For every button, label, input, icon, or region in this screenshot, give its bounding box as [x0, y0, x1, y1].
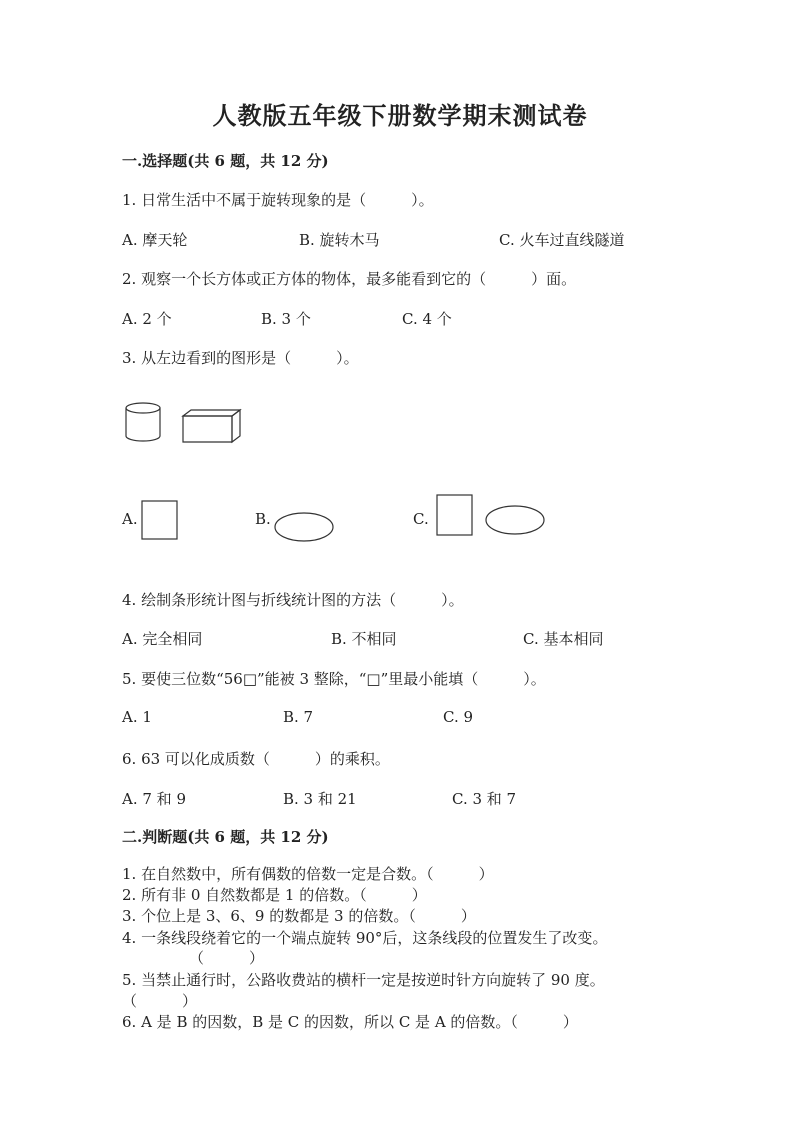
q6-option-c[interactable]: C. 3 和 7	[452, 790, 517, 808]
judgement-4: 4. 一条线段绕着它的一个端点旋转 90°后，这条线段的位置发生了改变。	[122, 929, 608, 947]
cuboid-shape	[183, 410, 240, 442]
judgement-3: 3. 个位上是 3、6、9 的数都是 3 的倍数。（ ）	[122, 907, 476, 925]
q5-option-c[interactable]: C. 9	[443, 708, 474, 726]
judgement-4-answer-blank[interactable]: （ ）	[189, 949, 265, 967]
q4-option-b[interactable]: B. 不相同	[331, 630, 397, 648]
q2-option-c[interactable]: C. 4 个	[402, 310, 452, 328]
q3-solids-figure	[120, 398, 250, 450]
q5-option-a[interactable]: A. 1	[122, 708, 152, 726]
q4-option-a[interactable]: A. 完全相同	[122, 630, 203, 648]
question-2: 2. 观察一个长方体或正方体的物体，最多能看到它的（ ）面。	[122, 270, 577, 288]
page-title: 人教版五年级下册数学期末测试卷	[212, 101, 588, 130]
q1-option-a[interactable]: A. 摩天轮	[122, 231, 188, 249]
q2-option-b[interactable]: B. 3 个	[261, 310, 311, 328]
q3-option-c[interactable]: C.	[413, 510, 429, 528]
q3-option-c-figures[interactable]	[436, 494, 546, 538]
q2-option-a[interactable]: A. 2 个	[122, 310, 172, 328]
q3-option-a[interactable]: A.	[122, 510, 138, 528]
judgement-2: 2. 所有非 0 自然数都是 1 的倍数。（ ）	[122, 886, 427, 904]
q3-option-b-ellipse[interactable]	[273, 511, 335, 543]
q6-option-a[interactable]: A. 7 和 9	[122, 790, 186, 808]
cylinder-shape	[126, 403, 160, 441]
section-heading-choice: 一.选择题(共 6 题，共 12 分)	[122, 152, 329, 170]
q3-option-b[interactable]: B.	[255, 510, 271, 528]
question-1: 1. 日常生活中不属于旋转现象的是（ ）。	[122, 191, 434, 209]
q5-option-b[interactable]: B. 7	[283, 708, 314, 726]
question-3: 3. 从左边看到的图形是（ ）。	[122, 349, 359, 367]
question-5: 5. 要使三位数“56□”能被 3 整除，“□”里最小能填（ ）。	[122, 670, 546, 688]
judgement-5: 5. 当禁止通行时，公路收费站的横杆一定是按逆时针方向旋转了 90 度。	[122, 971, 605, 989]
question-4: 4. 绘制条形统计图与折线统计图的方法（ ）。	[122, 591, 464, 609]
section-heading-judgement: 二.判断题(共 6 题，共 12 分)	[122, 828, 329, 846]
question-6: 6. 63 可以化成质数（ ）的乘积。	[122, 750, 390, 768]
q4-option-c[interactable]: C. 基本相同	[523, 630, 604, 648]
judgement-1: 1. 在自然数中，所有偶数的倍数一定是合数。（ ）	[122, 865, 494, 883]
q1-option-b[interactable]: B. 旋转木马	[299, 231, 380, 249]
judgement-6: 6. A 是 B 的因数，B 是 C 的因数，所以 C 是 A 的倍数。（ ）	[122, 1013, 578, 1031]
judgement-5-answer-blank[interactable]: （ ）	[122, 992, 198, 1010]
q6-option-b[interactable]: B. 3 和 21	[283, 790, 357, 808]
q3-option-a-rectangle[interactable]	[141, 500, 179, 542]
q1-option-c[interactable]: C. 火车过直线隧道	[499, 231, 625, 249]
